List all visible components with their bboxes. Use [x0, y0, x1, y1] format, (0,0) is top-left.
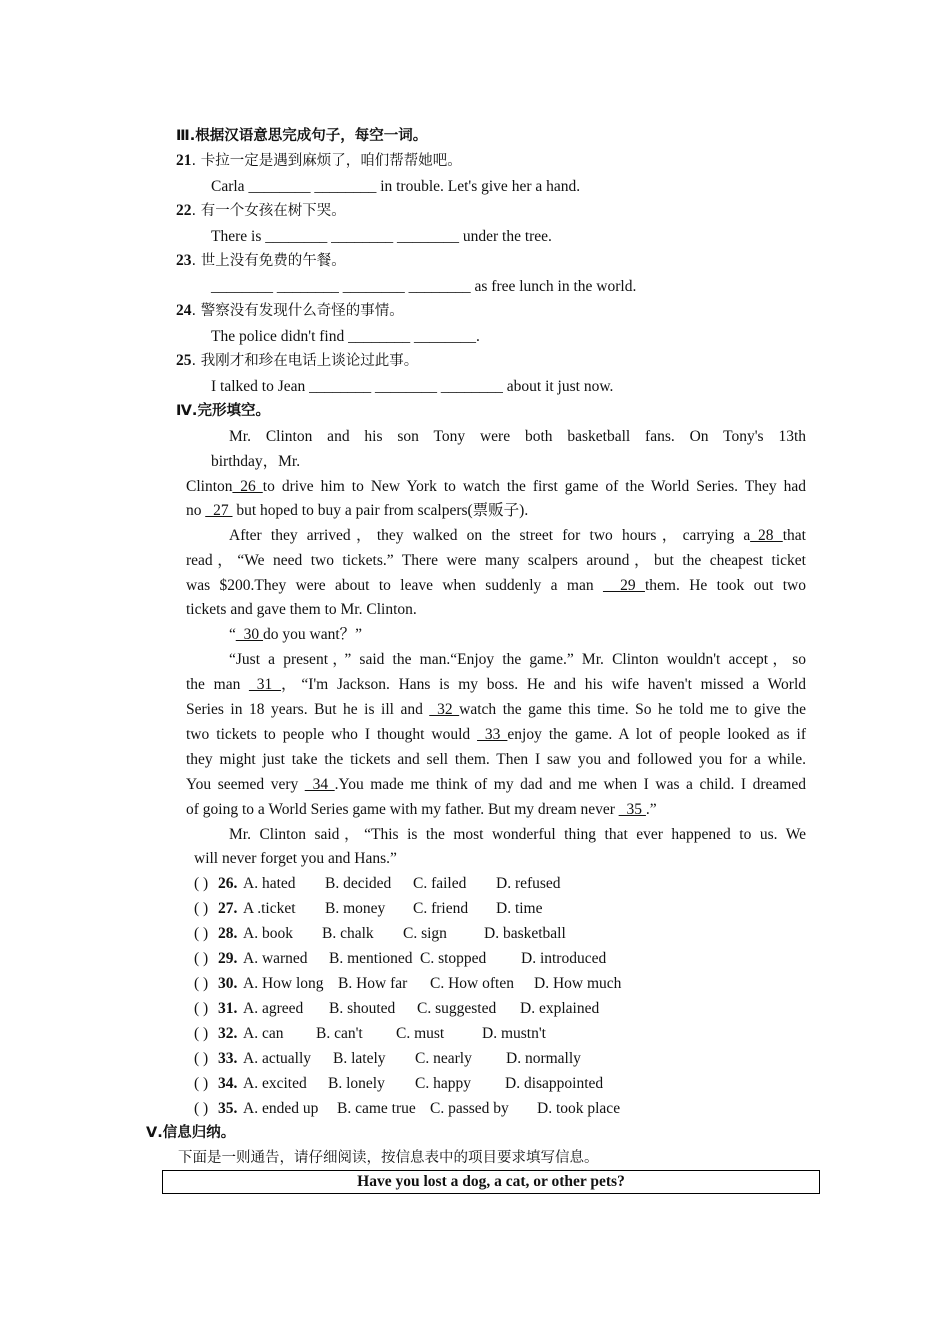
- passage-line: no _27 but hoped to buy a pair from scalpers(票贩子).: [186, 502, 529, 519]
- section-4-heading: Ⅳ.完形填空。: [176, 403, 270, 419]
- question-chinese: . 有一个女孩在树下哭。: [191, 203, 346, 219]
- option-c: C. stopped: [420, 950, 487, 967]
- question-number: 22: [176, 202, 192, 219]
- option-c: C. passed by: [430, 1100, 509, 1117]
- blank-35: _35: [618, 801, 646, 818]
- option-b: B. chalk: [322, 925, 374, 942]
- option-number: 35.: [218, 1100, 238, 1117]
- option-c: C. nearly: [415, 1050, 472, 1067]
- passage-line: Mr. Clinton said，“This is the most wonderful thing that ever happened to us. We: [229, 826, 806, 843]
- question-25-sentence: I talked to Jean ________ ________ ________ about it just now.: [211, 378, 614, 395]
- option-number: 33.: [218, 1050, 238, 1067]
- question-25-prompt: [176, 351, 418, 371]
- info-table-title: Have you lost a dog, a cat, or other pets?: [162, 1170, 820, 1194]
- answer-paren[interactable]: ( ): [194, 1000, 209, 1017]
- answer-paren[interactable]: ( ): [194, 925, 209, 942]
- answer-paren[interactable]: ( ): [194, 1100, 209, 1117]
- option-c: C. How often: [430, 975, 514, 992]
- option-a: A. agreed: [243, 1000, 304, 1017]
- option-number: 28.: [218, 925, 238, 942]
- passage-line: After they arrived，they walked on the street for two hours，carrying a_28 that: [229, 527, 806, 544]
- section-5-instruction: 下面是一则通告，请仔细阅读，按信息表中的项目要求填写信息。: [178, 1150, 599, 1166]
- answer-paren[interactable]: ( ): [194, 875, 209, 892]
- question-22-sentence: There is ________ ________ ________ under the tree.: [211, 228, 552, 245]
- question-22-prompt: [176, 201, 346, 221]
- blank-26: _26: [232, 478, 263, 495]
- option-c: C. must: [396, 1025, 445, 1042]
- question-chinese: . 世上没有免费的午餐。: [191, 253, 346, 269]
- option-b: B. lately: [333, 1050, 386, 1067]
- option-b: B. mentioned: [329, 950, 413, 967]
- option-d: D. mustn't: [482, 1025, 546, 1042]
- option-a: A. actually: [243, 1050, 312, 1067]
- question-24-prompt: [176, 301, 404, 321]
- option-a: A. warned: [243, 950, 308, 967]
- option-b: B. shouted: [329, 1000, 396, 1017]
- section-5-heading: Ⅴ.信息归纳。: [146, 1125, 236, 1141]
- option-a: A. book: [243, 925, 293, 942]
- option-number: 30.: [218, 975, 238, 992]
- option-c: C. suggested: [417, 1000, 497, 1017]
- passage-line: “_30 do you want？”: [229, 626, 363, 643]
- passage-line: will never forget you and Hans.”: [194, 850, 397, 867]
- option-number: 31.: [218, 1000, 238, 1017]
- option-d: D. How much: [534, 975, 622, 992]
- option-number: 29.: [218, 950, 238, 967]
- blank-27: _27: [205, 502, 233, 519]
- option-d: D. normally: [506, 1050, 581, 1067]
- question-number: 21: [176, 152, 192, 169]
- question-chinese: . 卡拉一定是遇到麻烦了，咱们帮帮她吧。: [191, 153, 462, 169]
- question-21-prompt: [176, 151, 462, 171]
- option-number: 26.: [218, 875, 238, 892]
- option-a: A .ticket: [243, 900, 296, 917]
- question-number: 24: [176, 302, 192, 319]
- passage-line: Clinton_26 to drive him to New York to watch the first game of the World Series. They had: [186, 478, 806, 495]
- option-d: D. explained: [520, 1000, 600, 1017]
- question-chinese: . 警察没有发现什么奇怪的事情。: [191, 303, 404, 319]
- option-b: B. came true: [337, 1100, 416, 1117]
- passage-line: read，“We need two tickets.” There were many scalpers around，but the cheapest ticket: [186, 552, 806, 569]
- passage-line: birthday，Mr.: [211, 453, 301, 470]
- option-a: A. hated: [243, 875, 296, 892]
- passage-line: “Just a present，” said the man.“Enjoy the game.” Mr. Clinton wouldn't accept，so: [229, 651, 806, 668]
- passage-line: was $200.They were about to leave when suddenly a man _29 them. He took out two: [186, 577, 806, 594]
- option-c: C. happy: [415, 1075, 471, 1092]
- option-c: C. failed: [413, 875, 467, 892]
- question-23-sentence: ________ ________ ________ ________ as free lunch in the world.: [211, 278, 637, 295]
- passage-line: they might just take the tickets and sell them. Then I saw you and followed you for a while.: [186, 751, 806, 768]
- option-a: A. excited: [243, 1075, 307, 1092]
- section-3-heading: Ⅲ.根据汉语意思完成句子，每空一词。: [176, 128, 428, 144]
- blank-34: _34: [304, 776, 335, 793]
- passage-line: the man _31 ，“I'm Jackson. Hans is my boss. He and his wife haven't missed a World: [186, 676, 807, 693]
- question-number: 23: [176, 252, 192, 269]
- passage-line: two tickets to people who I thought would _33 enjoy the game. A lot of people looked as if: [186, 726, 806, 743]
- blank-30: _30: [235, 626, 264, 643]
- option-a: A. ended up: [243, 1100, 319, 1117]
- passage-line: You seemed very _34 .You made me think of my dad and me when I was a child. I dreamed: [186, 776, 806, 793]
- option-b: B. can't: [316, 1025, 363, 1042]
- option-d: D. time: [496, 900, 543, 917]
- blank-31: _31: [249, 676, 282, 693]
- question-24-sentence: The police didn't find ________ ________.: [211, 328, 480, 345]
- blank-28: _28: [750, 527, 783, 544]
- option-number: 27.: [218, 900, 238, 917]
- option-d: D. basketball: [484, 925, 566, 942]
- option-d: D. disappointed: [505, 1075, 604, 1092]
- answer-paren[interactable]: ( ): [194, 950, 209, 967]
- option-d: D. took place: [537, 1100, 621, 1117]
- option-d: D. refused: [496, 875, 561, 892]
- question-number: 25: [176, 352, 192, 369]
- answer-paren[interactable]: ( ): [194, 1050, 209, 1067]
- passage-line: tickets and gave them to Mr. Clinton.: [186, 601, 417, 618]
- option-number: 34.: [218, 1075, 238, 1092]
- passage-line: Series in 18 years. But he is ill and _32 watch the game this time. So he told me to give the: [186, 701, 806, 718]
- option-d: D. introduced: [521, 950, 607, 967]
- option-b: B. How far: [338, 975, 408, 992]
- blank-29: _29: [602, 577, 645, 594]
- answer-paren[interactable]: ( ): [194, 900, 209, 917]
- passage-line: of going to a World Series game with my father. But my dream never _35 .”: [186, 801, 657, 818]
- option-c: C. sign: [403, 925, 447, 942]
- passage-line: Mr. Clinton and his son Tony were both basketball fans. On Tony's 13th: [229, 428, 806, 445]
- option-c: C. friend: [413, 900, 469, 917]
- question-chinese: . 我刚才和珍在电话上谈论过此事。: [191, 353, 419, 369]
- answer-paren[interactable]: ( ): [194, 975, 209, 992]
- answer-paren[interactable]: ( ): [194, 1075, 209, 1092]
- option-b: B. decided: [325, 875, 392, 892]
- question-23-prompt: [176, 251, 346, 271]
- question-21-sentence: Carla ________ ________ in trouble. Let's give her a hand.: [211, 178, 581, 195]
- answer-paren[interactable]: ( ): [194, 1025, 209, 1042]
- option-a: A. How long: [243, 975, 324, 992]
- option-b: B. lonely: [328, 1075, 385, 1092]
- option-a: A. can: [243, 1025, 284, 1042]
- blank-32: _32: [429, 701, 460, 718]
- blank-33: _33: [477, 726, 508, 743]
- option-b: B. money: [325, 900, 386, 917]
- option-number: 32.: [218, 1025, 238, 1042]
